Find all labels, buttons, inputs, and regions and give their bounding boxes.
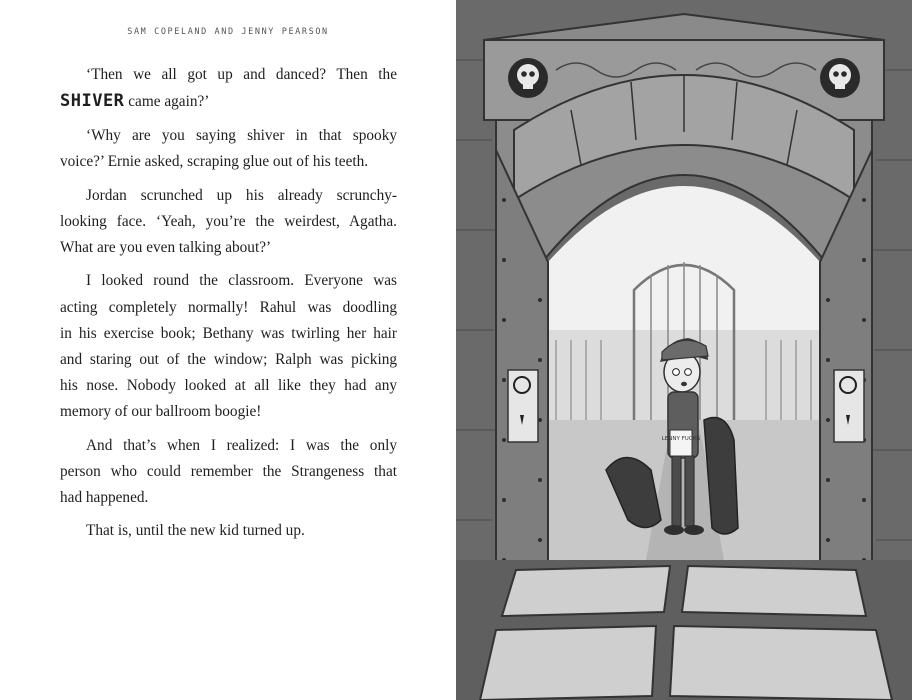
text-line: And that’s when I realized: I was the only: [86, 436, 397, 454]
illustration-page: [456, 0, 912, 700]
left-door-lock-plate: [508, 370, 538, 442]
name-sign: [670, 430, 692, 456]
paragraph-3: [60, 183, 397, 261]
text-line: voice?’ Ernie asked, scraping glue out of his teeth.: [60, 152, 369, 170]
text-line: memory of our ballroom boogie!: [60, 402, 262, 420]
text-line: [60, 88, 397, 115]
text-line: had happened.: [60, 488, 149, 506]
text-line: in his exercise book; Bethany was twirling her hair: [60, 324, 397, 342]
paragraph-4: [60, 268, 397, 425]
text-line: and staring out of the window; Ralph was picking: [60, 350, 397, 368]
paragraph-6: [60, 518, 397, 544]
paragraph-1: [60, 62, 397, 115]
paragraph-5: [60, 433, 397, 511]
text-fragment: came again?’: [124, 93, 210, 111]
paragraph-2: [60, 123, 397, 175]
body-text: [60, 62, 397, 552]
skull-icon: [820, 58, 860, 98]
text-line: looking face. ‘Yeah, you’re the weirdest, Agatha.: [60, 212, 397, 230]
school-doorway-illustration: [456, 0, 912, 700]
text-line: ‘Then we all got up and danced? Then the: [86, 66, 397, 83]
text-line: What are you even talking about?’: [60, 238, 272, 256]
text-line: ‘Why are you saying shiver in that spooky: [86, 126, 397, 144]
running-header: SAM COPELAND AND JENNY PEARSON: [127, 27, 329, 37]
right-door-lock-plate: [834, 370, 864, 442]
name-sign-text: LENNY FUCHS: [661, 436, 701, 442]
text-line: I looked round the classroom. Everyone was: [86, 272, 397, 290]
text-line: Jordan scrunched up his already scrunchy-: [86, 186, 397, 204]
shiver-word: SHIVER: [60, 91, 125, 112]
floor-slabs: [480, 566, 892, 700]
skull-icon: [508, 58, 548, 98]
text-line: acting completely normally! Rahul was doodling: [60, 298, 397, 316]
text-line: person who could remember the Strangeness that: [60, 462, 397, 480]
text-line: That is, until the new kid turned up.: [86, 522, 305, 540]
text-line: his nose. Nobody looked at all like they had any: [60, 376, 397, 394]
